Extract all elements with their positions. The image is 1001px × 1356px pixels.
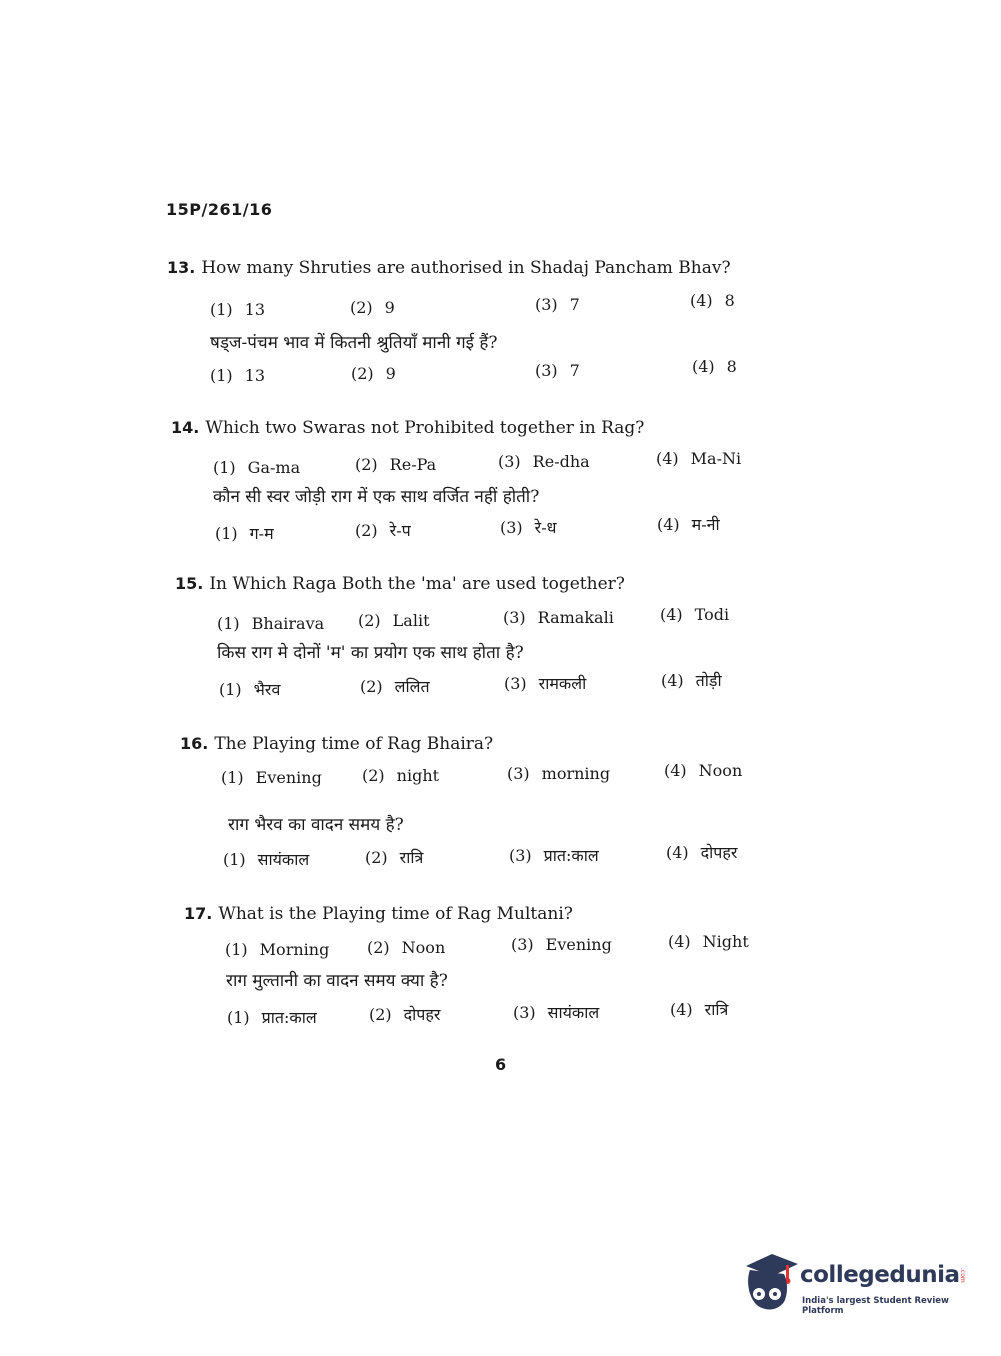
hindi-option-4: (4) रात्रि xyxy=(670,1000,729,1019)
option-4: (4) 8 xyxy=(690,291,735,310)
question-number: 17. xyxy=(184,904,213,923)
logo-wordmark: collegedunia xyxy=(800,1262,960,1288)
option-1: (1) 13 xyxy=(210,300,266,319)
question-text xyxy=(167,258,731,278)
question-text-en: What is the Playing time of Rag Multani? xyxy=(218,904,573,924)
option-4: (4) Noon xyxy=(664,761,743,780)
question-text-en: The Playing time of Rag Bhaira? xyxy=(214,734,494,754)
option-1: (1) Evening xyxy=(221,768,322,787)
hindi-option-3: (3) 7 xyxy=(535,361,580,380)
option-3: (3) Re-dha xyxy=(498,452,590,471)
question-text-en: Which two Swaras not Prohibited together in Rag? xyxy=(205,418,645,438)
option-1: (1) Ga-ma xyxy=(213,458,301,477)
hindi-option-4: (4) 8 xyxy=(692,357,737,376)
paper-code: 15P/261/16 xyxy=(166,200,273,219)
question-text-hi: किस राग मे दोनों 'म' का प्रयोग एक साथ होता है? xyxy=(217,643,524,663)
hindi-option-4: (4) तोड़ी xyxy=(661,671,722,690)
question-number: 14. xyxy=(171,418,200,437)
option-2: (2) night xyxy=(362,766,440,785)
question-text xyxy=(171,418,644,438)
logo-suffix: .com xyxy=(959,1268,966,1283)
option-3: (3) morning xyxy=(507,764,611,783)
hindi-option-4: (4) दोपहर xyxy=(666,843,738,862)
hindi-option-1: (1) ग-म xyxy=(215,524,274,543)
hindi-option-1: (1) सायंकाल xyxy=(223,850,310,869)
question-text-hi: कौन सी स्वर जोड़ी राग में एक साथ वर्जित नहीं होती? xyxy=(213,487,540,507)
option-4: (4) Night xyxy=(668,932,749,951)
question-text xyxy=(175,574,625,594)
question-number: 15. xyxy=(175,574,204,593)
collegedunia-logo xyxy=(742,1250,972,1320)
option-2: (2) Noon xyxy=(367,938,446,957)
option-2: (2) Lalit xyxy=(358,611,430,630)
option-3: (3) Evening xyxy=(511,935,612,954)
option-3: (3) 7 xyxy=(535,295,580,314)
option-1: (1) Morning xyxy=(225,940,330,959)
hindi-option-1: (1) 13 xyxy=(210,366,266,385)
question-text-en: In Which Raga Both the 'ma' are used together? xyxy=(209,574,625,594)
hindi-option-2: (2) 9 xyxy=(351,364,396,383)
hindi-option-3: (3) रे-ध xyxy=(500,518,557,537)
hindi-option-3: (3) रामकली xyxy=(504,674,587,693)
question-text-hi: षड्ज-पंचम भाव में कितनी श्रुतियाँ मानी गई हैं? xyxy=(210,333,498,353)
hindi-option-2: (2) रात्रि xyxy=(365,848,424,867)
hindi-option-2: (2) रे-प xyxy=(355,521,411,540)
question-number: 13. xyxy=(167,258,196,277)
question-text-en: How many Shruties are authorised in Shadaj Pancham Bhav? xyxy=(201,258,731,278)
hindi-option-4: (4) म-नी xyxy=(657,515,720,534)
question-text-hi: राग मुल्तानी का वादन समय क्या है? xyxy=(226,971,448,991)
hindi-option-2: (2) ललित xyxy=(360,677,430,696)
hindi-option-2: (2) दोपहर xyxy=(369,1005,441,1024)
hindi-option-3: (3) प्रात:काल xyxy=(509,846,599,865)
option-3: (3) Ramakali xyxy=(503,608,614,627)
hindi-option-3: (3) सायंकाल xyxy=(513,1003,600,1022)
option-4: (4) Todi xyxy=(660,605,730,624)
mascot-icon xyxy=(742,1250,798,1312)
hindi-option-1: (1) भैरव xyxy=(219,680,281,699)
hindi-option-1: (1) प्रात:काल xyxy=(227,1008,317,1027)
question-number: 16. xyxy=(180,734,209,753)
question-text-hi: राग भैरव का वादन समय है? xyxy=(228,815,404,835)
logo-tagline: India's largest Student Review Platform xyxy=(802,1296,949,1316)
page-number: 6 xyxy=(495,1055,507,1074)
option-1: (1) Bhairava xyxy=(217,614,325,633)
question-text xyxy=(180,734,493,754)
option-2: (2) 9 xyxy=(350,298,395,317)
option-4: (4) Ma-Ni xyxy=(656,449,742,468)
question-text xyxy=(184,904,573,924)
option-2: (2) Re-Pa xyxy=(355,455,437,474)
